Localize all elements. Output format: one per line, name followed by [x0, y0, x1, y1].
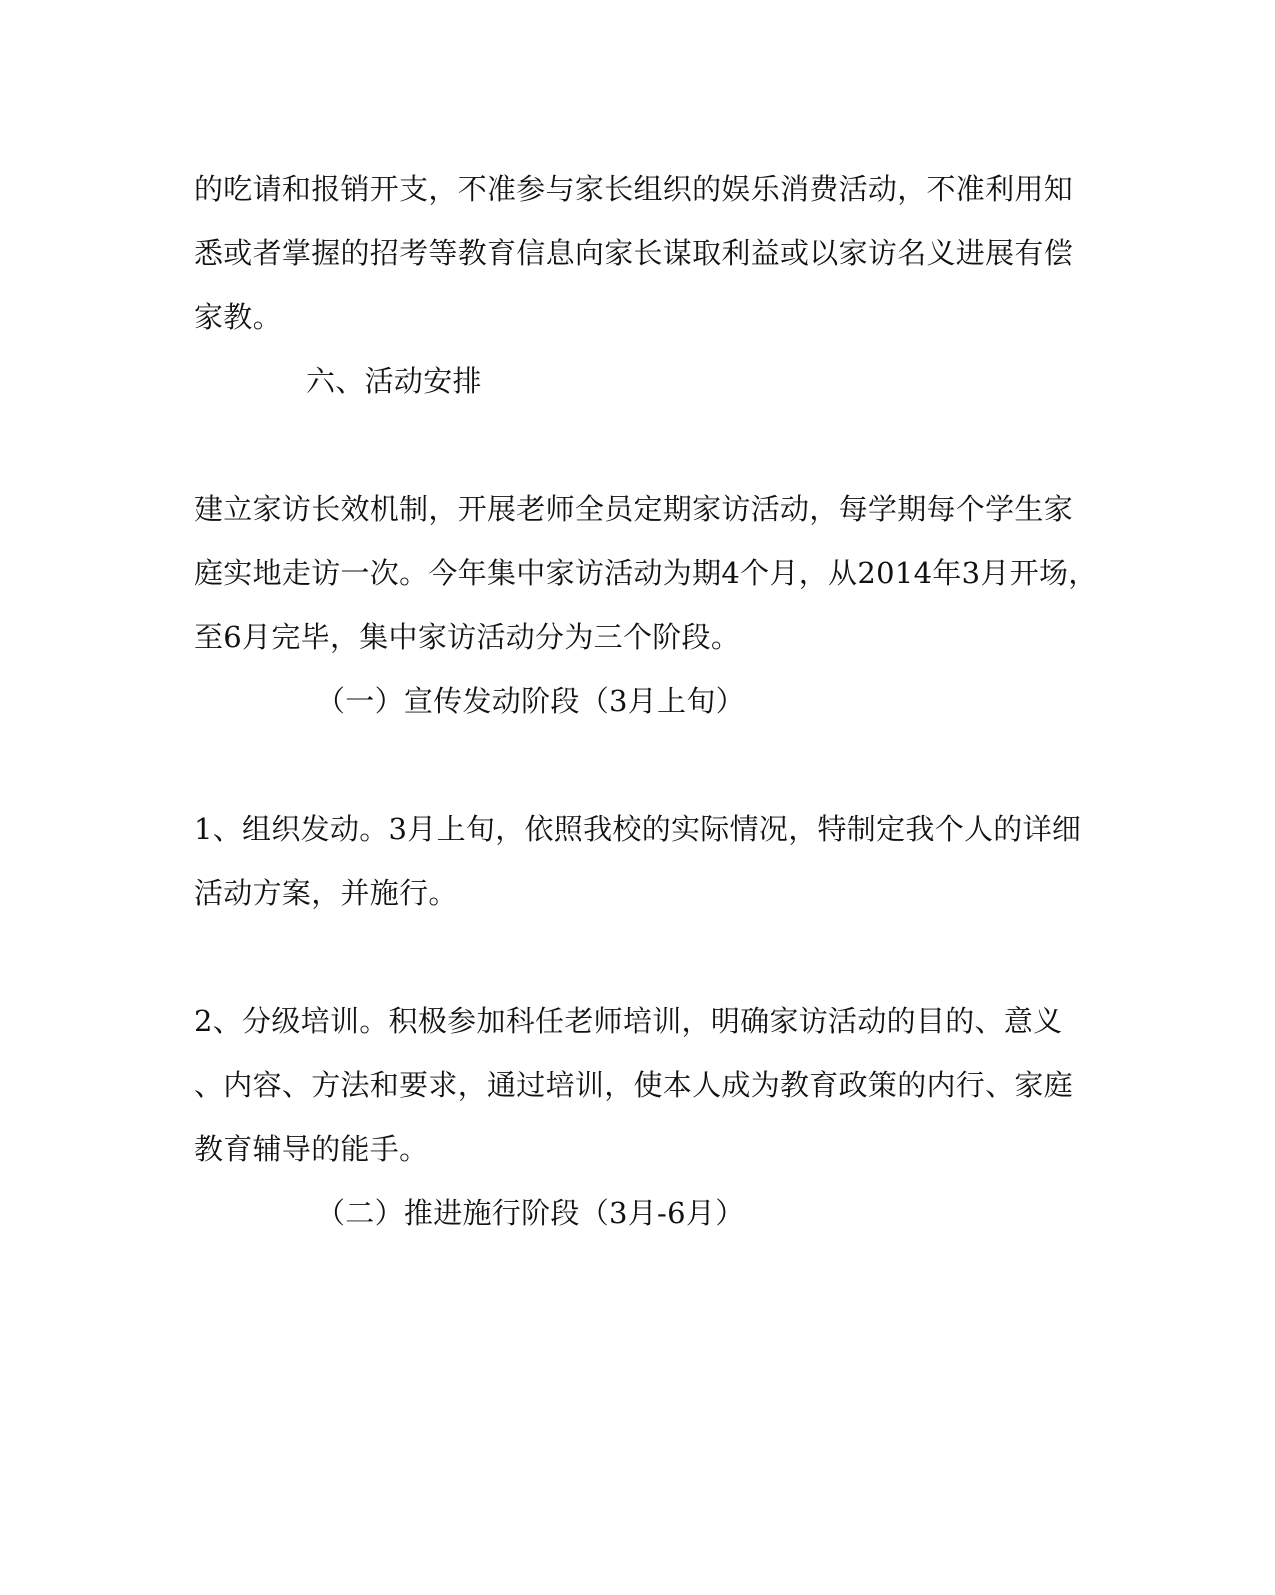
- paragraph-line: 教育辅导的能手。: [194, 1132, 429, 1166]
- subsection-heading: （一）宣传发动阶段（3月上旬）: [316, 684, 745, 718]
- paragraph-line: 悉或者掌握的招考等教育信息向家长谋取利益或以家访名义进展有偿: [194, 236, 1074, 270]
- section-heading: 六、活动安排: [306, 364, 482, 398]
- paragraph-line: 活动方案，并施行。: [194, 876, 458, 910]
- subsection-heading: （二）推进施行阶段（3月-6月）: [316, 1196, 745, 1230]
- paragraph-line: 至6月完毕，集中家访活动分为三个阶段。: [194, 620, 741, 654]
- paragraph-line: 家教。: [194, 300, 282, 334]
- paragraph-line: 1、组织发动。3月上旬，依照我校的实际情况，特制定我个人的详细: [194, 812, 1082, 846]
- paragraph-line: 2、分级培训。积极参加科任老师培训，明确家访活动的目的、意义: [194, 1004, 1063, 1038]
- paragraph-line: 建立家访长效机制，开展老师全员定期家访活动，每学期每个学生家: [194, 492, 1074, 526]
- paragraph-line: 的吃请和报销开支，不准参与家长组织的娱乐消费活动，不准利用知: [194, 172, 1074, 206]
- paragraph-line: 庭实地走访一次。今年集中家访活动为期4个月，从2014年3月开场，: [194, 556, 1098, 590]
- paragraph-line: 、内容、方法和要求，通过培训，使本人成为教育政策的内行、家庭: [194, 1068, 1074, 1102]
